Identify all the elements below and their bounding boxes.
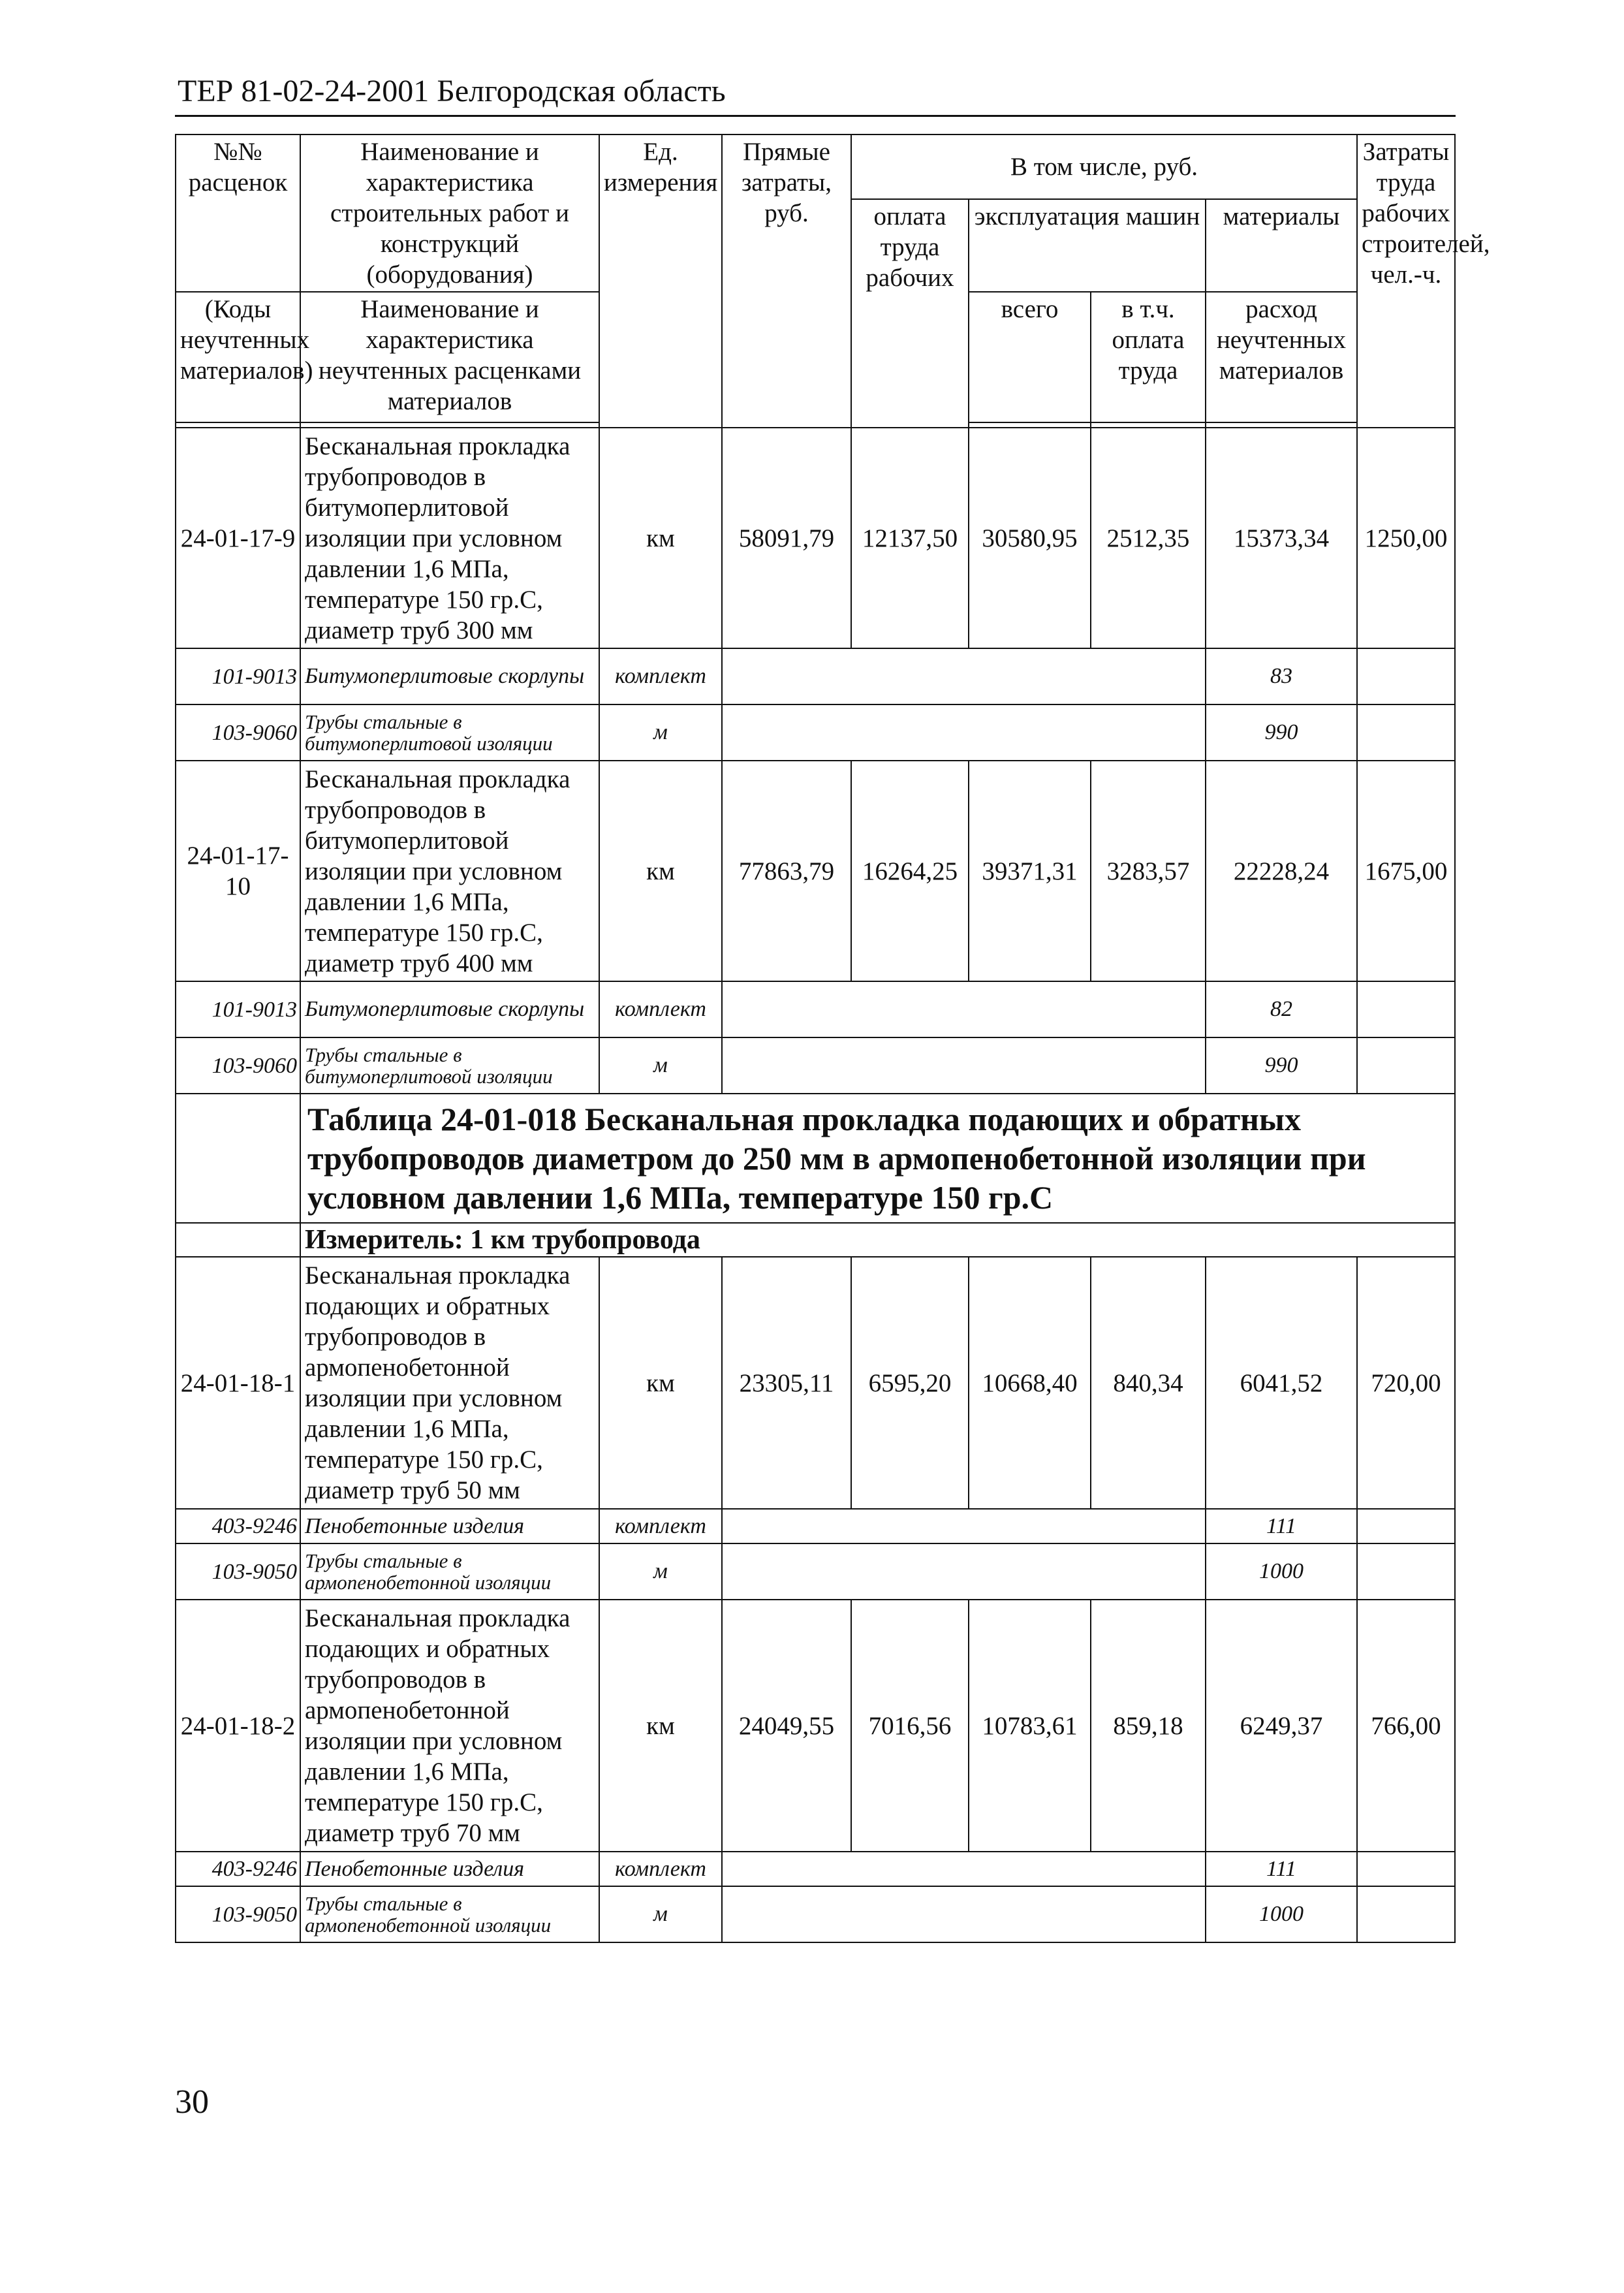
material-code: 101-9013 xyxy=(176,981,300,1037)
price-table xyxy=(175,134,1490,1943)
rate-unit: км xyxy=(599,1600,722,1852)
material-name: Пенобетонные изделия xyxy=(300,1509,599,1543)
header-code2: (Коды неучтенных материалов) xyxy=(176,292,300,422)
material-unit: м xyxy=(599,1037,722,1094)
rate-wages: 7016,56 xyxy=(851,1600,969,1852)
rate-code: 24-01-17-9 xyxy=(176,428,300,648)
rate-unit: км xyxy=(599,1257,722,1509)
table-row xyxy=(176,648,1455,704)
table-row xyxy=(176,1886,1455,1942)
rate-direct: 23305,11 xyxy=(722,1257,851,1509)
rate-wages: 6595,20 xyxy=(851,1257,969,1509)
material-name: Трубы стальные в армопенобетонной изоляции xyxy=(300,1543,599,1600)
material-unit: м xyxy=(599,704,722,761)
table-row xyxy=(176,1600,1455,1852)
header-rule xyxy=(175,115,1456,117)
material-value: 990 xyxy=(1206,1037,1357,1094)
rate-materials: 15373,34 xyxy=(1206,428,1357,648)
rate-mach-total: 39371,31 xyxy=(969,761,1091,981)
material-value: 83 xyxy=(1206,648,1357,704)
rate-mach-total: 10668,40 xyxy=(969,1257,1091,1509)
rate-code: 24-01-18-1 xyxy=(176,1257,300,1509)
rate-mach-total: 10783,61 xyxy=(969,1600,1091,1852)
material-value: 1000 xyxy=(1206,1886,1357,1942)
material-code: 103-9060 xyxy=(176,704,300,761)
material-unit: комплект xyxy=(599,648,722,704)
rate-mach-wages: 3283,57 xyxy=(1091,761,1206,981)
rate-labor: 1675,00 xyxy=(1357,761,1455,981)
table-row xyxy=(176,1257,1455,1509)
material-name: Битумоперлитовые скорлупы xyxy=(300,648,599,704)
rate-unit: км xyxy=(599,761,722,981)
rate-direct: 24049,55 xyxy=(722,1600,851,1852)
header-wages: оплата труда рабочих xyxy=(851,199,969,428)
material-name: Пенобетонные изделия xyxy=(300,1852,599,1886)
table-row xyxy=(176,1037,1455,1094)
material-name: Трубы стальные в армопенобетонной изоляции xyxy=(300,1886,599,1942)
material-code: 103-9050 xyxy=(176,1886,300,1942)
rate-name: Бесканальная прокладка трубопроводов в битумоперлитовой изоляции при условном давлении 1,6 МПа, температуре 150 гр.С, диаметр труб 300 мм xyxy=(300,428,599,648)
material-value: 990 xyxy=(1206,704,1357,761)
rate-materials: 6041,52 xyxy=(1206,1257,1357,1509)
rate-mach-total: 30580,95 xyxy=(969,428,1091,648)
meter-row xyxy=(176,1223,1455,1257)
material-unit: комплект xyxy=(599,1852,722,1886)
table-row xyxy=(176,761,1455,981)
table-meter: Измеритель: 1 км трубопровода xyxy=(300,1223,1455,1257)
header-mach-total: всего xyxy=(969,292,1091,422)
material-code: 403-9246 xyxy=(176,1852,300,1886)
page-header: ТЕР 81-02-24-2001 Белгородская область xyxy=(178,74,726,108)
header-mat-consumption: расход неучтенных материалов xyxy=(1206,292,1357,422)
rate-materials: 6249,37 xyxy=(1206,1600,1357,1852)
material-value: 111 xyxy=(1206,1509,1357,1543)
header-direct: Прямые затраты, руб. xyxy=(722,134,851,428)
rate-name: Бесканальная прокладка трубопроводов в битумоперлитовой изоляции при условном давлении 1,6 МПа, температуре 150 гр.С, диаметр труб 400 мм xyxy=(300,761,599,981)
rate-labor: 766,00 xyxy=(1357,1600,1455,1852)
material-name: Битумоперлитовые скорлупы xyxy=(300,981,599,1037)
rate-direct: 58091,79 xyxy=(722,428,851,648)
material-code: 103-9060 xyxy=(176,1037,300,1094)
rate-direct: 77863,79 xyxy=(722,761,851,981)
rate-materials: 22228,24 xyxy=(1206,761,1357,981)
rate-labor: 1250,00 xyxy=(1357,428,1455,648)
rate-unit: км xyxy=(599,428,722,648)
material-unit: комплект xyxy=(599,981,722,1037)
material-code: 103-9050 xyxy=(176,1543,300,1600)
table-title-row xyxy=(176,1094,1455,1223)
header-mach-wages: в т.ч. оплата труда xyxy=(1091,292,1206,422)
material-value: 1000 xyxy=(1206,1543,1357,1600)
header-machines: эксплуатация машин xyxy=(969,199,1206,292)
material-code: 403-9246 xyxy=(176,1509,300,1543)
rate-mach-wages: 840,34 xyxy=(1091,1257,1206,1509)
material-code: 101-9013 xyxy=(176,648,300,704)
header-labor: Затраты труда рабочих строителей, чел.-ч. xyxy=(1357,134,1455,428)
table-row xyxy=(176,1852,1455,1886)
material-unit: м xyxy=(599,1543,722,1600)
material-name: Трубы стальные в битумоперлитовой изоляции xyxy=(300,1037,599,1094)
page-number: 30 xyxy=(175,2083,209,2121)
table-row xyxy=(176,981,1455,1037)
table-title: Таблица 24-01-018 Бесканальная прокладка подающих и обратных трубопроводов диаметром до 250 мм в армопенобетонной изоляции при условном давлении 1,6 МПа, температуре 150 гр.С xyxy=(300,1094,1455,1223)
table-row xyxy=(176,704,1455,761)
header-name2: Наименование и характеристика неучтенных расценками материалов xyxy=(300,292,599,422)
rate-mach-wages: 859,18 xyxy=(1091,1600,1206,1852)
rate-labor: 720,00 xyxy=(1357,1257,1455,1509)
rate-mach-wages: 2512,35 xyxy=(1091,428,1206,648)
material-unit: м xyxy=(599,1886,722,1942)
material-name: Трубы стальные в битумоперлитовой изоляции xyxy=(300,704,599,761)
header-incl: В том числе, руб. xyxy=(851,134,1357,199)
rate-name: Бесканальная прокладка подающих и обратных трубопроводов в армопенобетонной изоляции при условном давлении 1,6 МПа, температуре 150 гр.С, диаметр труб 70 мм xyxy=(300,1600,599,1852)
table-row xyxy=(176,1509,1455,1543)
rate-code: 24-01-17-10 xyxy=(176,761,300,981)
material-value: 111 xyxy=(1206,1852,1357,1886)
header-name: Наименование и характеристика строительных работ и конструкций (оборудования) xyxy=(300,134,599,292)
header-unit: Ед. измерения xyxy=(599,134,722,428)
material-unit: комплект xyxy=(599,1509,722,1543)
rate-name: Бесканальная прокладка подающих и обратных трубопроводов в армопенобетонной изоляции при условном давлении 1,6 МПа, температуре 150 гр.С, диаметр труб 50 мм xyxy=(300,1257,599,1509)
header-code: №№ расценок xyxy=(176,134,300,199)
table-row xyxy=(176,1543,1455,1600)
rate-code: 24-01-18-2 xyxy=(176,1600,300,1852)
rate-wages: 12137,50 xyxy=(851,428,969,648)
material-value: 82 xyxy=(1206,981,1357,1037)
header-materials: материалы xyxy=(1206,199,1357,292)
table-row xyxy=(176,428,1455,648)
rate-wages: 16264,25 xyxy=(851,761,969,981)
